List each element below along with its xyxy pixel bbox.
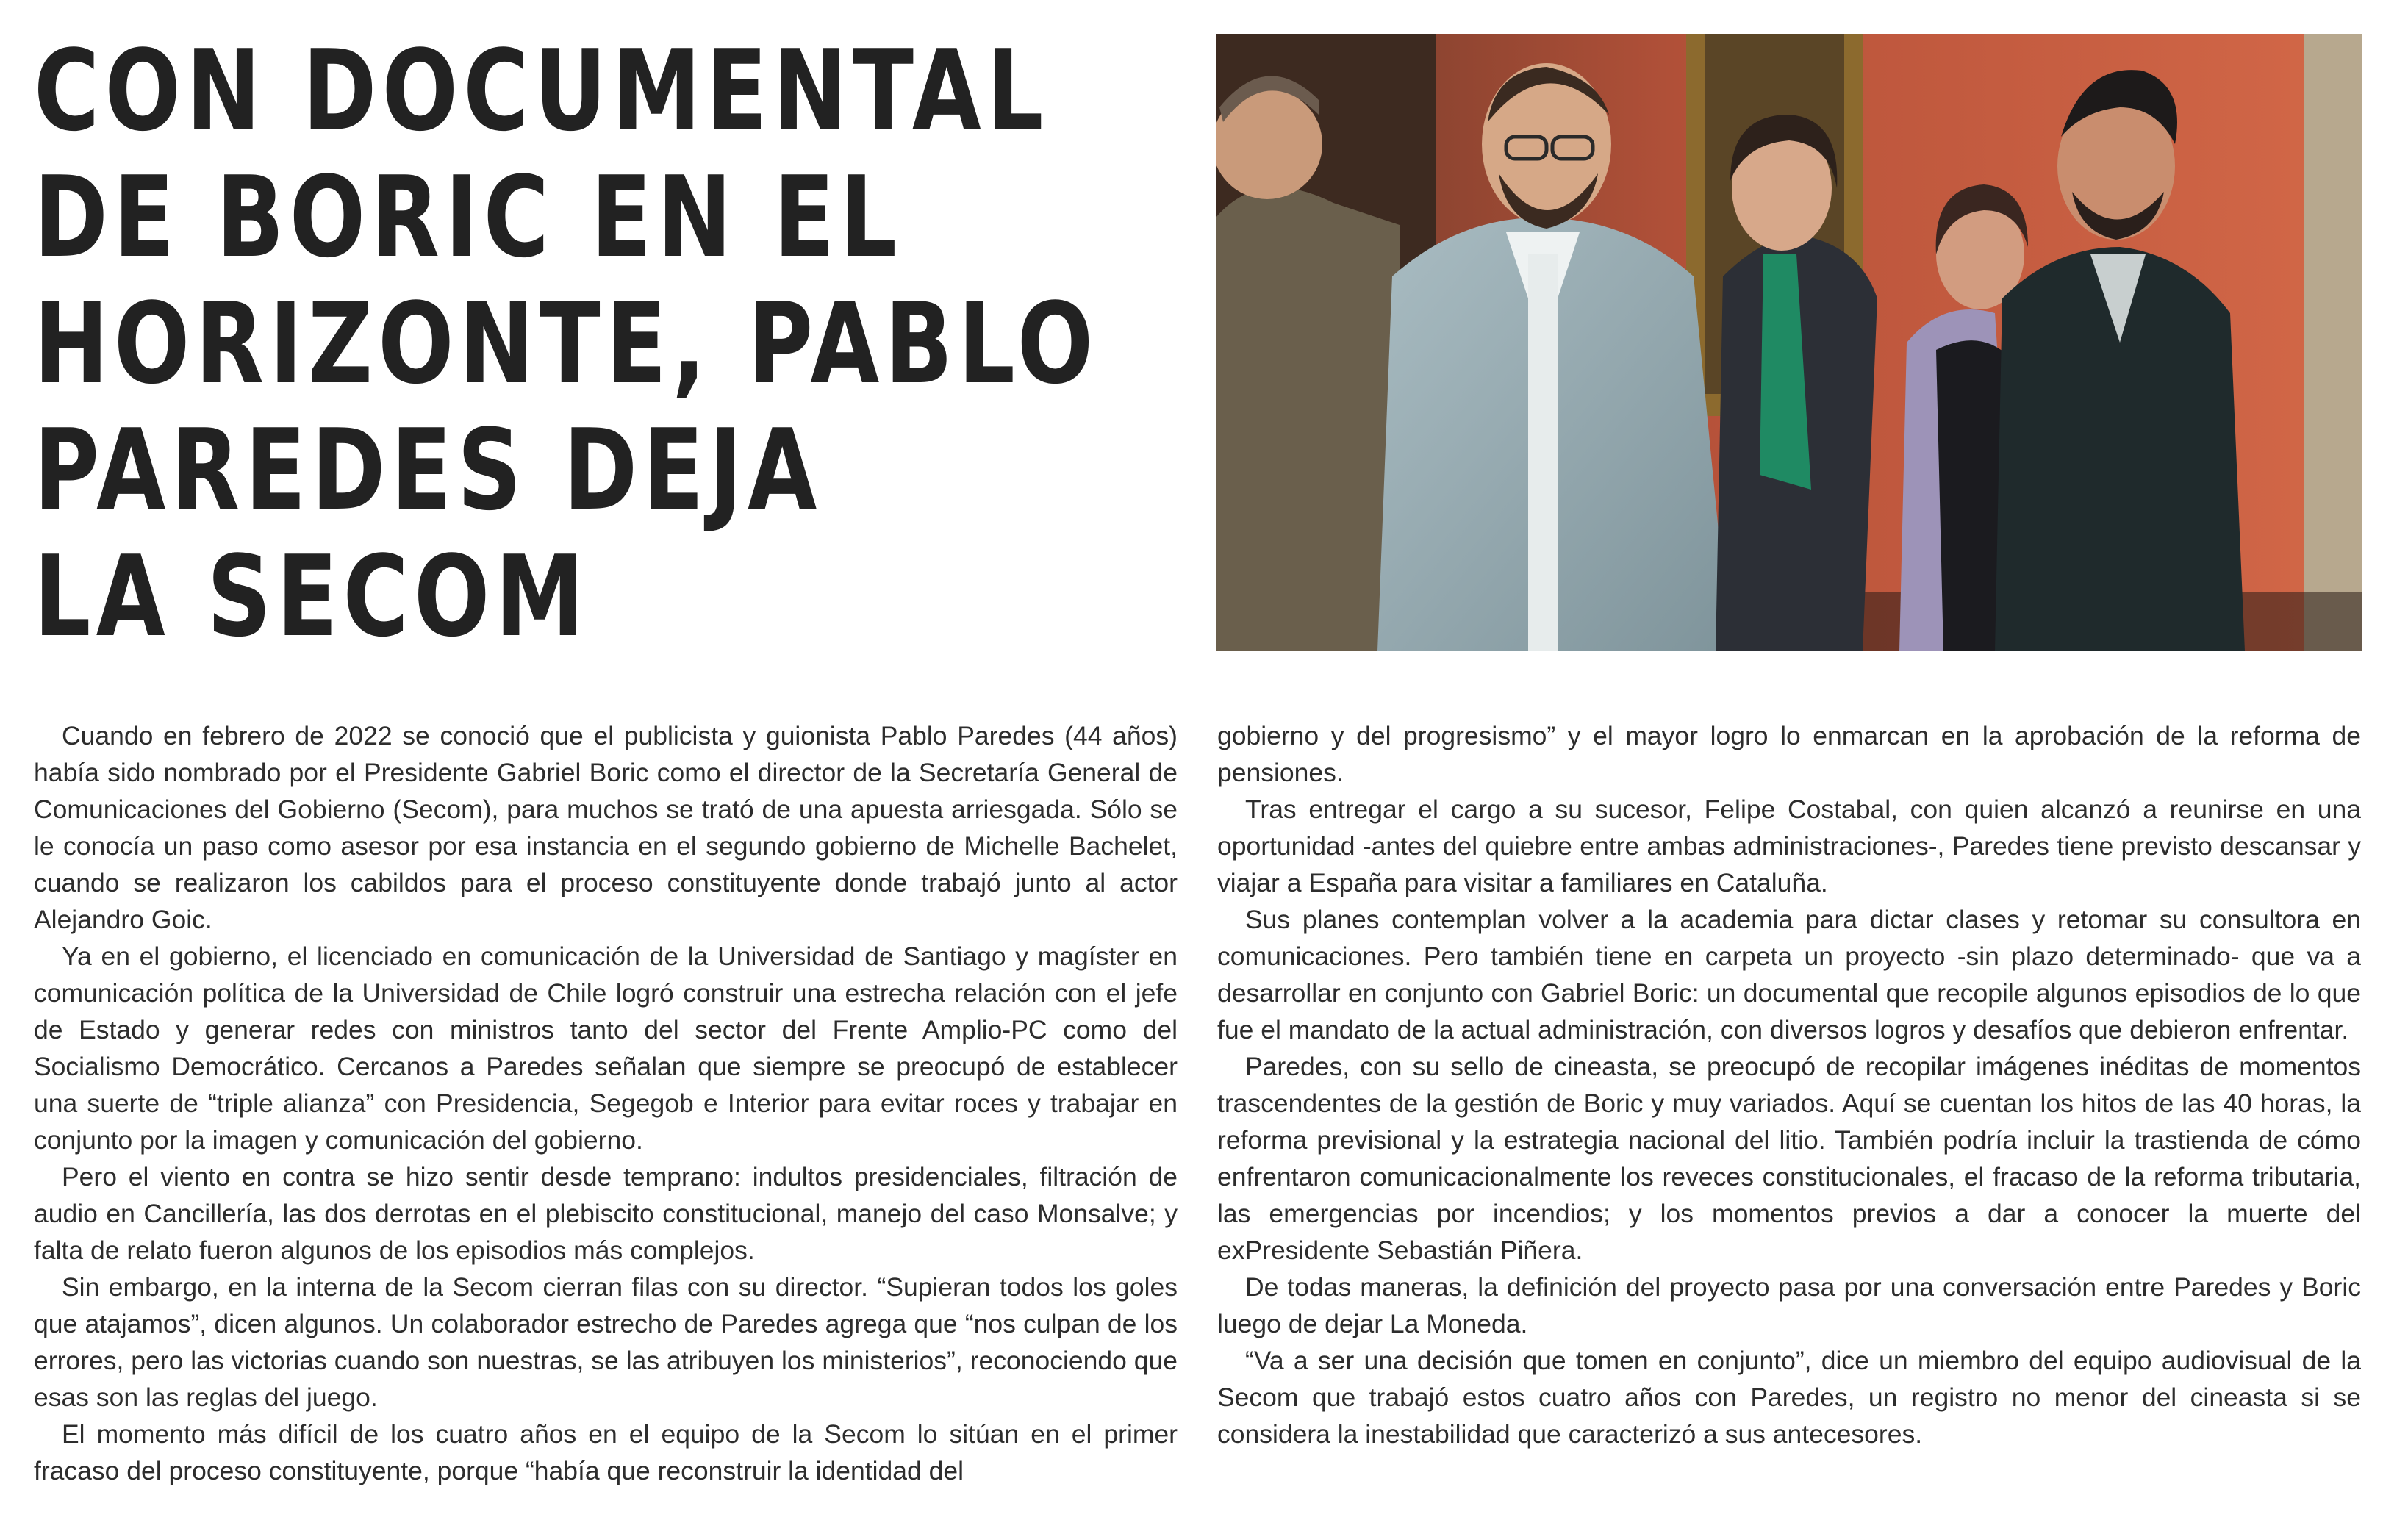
article-paragraph: Tras entregar el cargo a su sucesor, Felipe Costabal, con quien alcanzó a reunirse en una oportunidad -antes del quiebre entre ambas administraciones-, Paredes tiene previsto descansar y viajar a España para visitar a familiares en Cataluña. xyxy=(1217,795,2361,897)
article-paragraph: Paredes, con su sello de cineasta, se preocupó de recopilar imágenes inéditas de momentos trascendentes de la gestión de Boric y muy variados. Aquí se cuentan los hitos de las 40 horas, la reforma previsional y la estrategia nacional del litio. También podría incluir la trastienda de cómo enfrentaron comunicacionalmente los reveces constitucionales, el fracaso de la reforma tributaria, las emergencias por incendios; y los momentos previos a dar a conocer la muerte del exPresidente Sebastián Piñera. xyxy=(1217,1052,2361,1265)
headline-line-3: HORIZONTE, PABLO xyxy=(34,279,1099,409)
article-paragraph: El momento más difícil de los cuatro años en el equipo de la Secom lo sitúan en el primer fracaso del proceso constituyente, porque “había que reconstruir la identidad del xyxy=(34,1419,1178,1485)
headline-line-2: DE BORIC EN EL xyxy=(34,152,903,282)
article-paragraph: Sin embargo, en la interna de la Secom cierran filas con su director. “Supieran todos los goles que atajamos”, dicen algunos. Un colaborador estrecho de Paredes agrega que “nos culpan de los errores, pero las victorias cuando son nuestras, se las atribuyen los ministerios”, reconociendo que esas son las reglas del juego. xyxy=(34,1272,1178,1412)
article-paragraph: Pero el viento en contra se hizo sentir desde temprano: indultos presidenciales, filtración de audio en Cancillería, las dos derrotas en el plebiscito constitucional, manejo del caso Monsalve; y falta de relato fueron algunos de los episodios más complejos. xyxy=(34,1162,1178,1265)
headline xyxy=(34,26,1099,662)
news-photo xyxy=(1216,34,2362,651)
headline-line-1: CON DOCUMENTAL xyxy=(34,26,1049,156)
news-photo-illustration xyxy=(1216,34,2362,651)
article-paragraph: De todas maneras, la definición del proyecto pasa por una conversación entre Paredes y Boric luego de dejar La Moneda. xyxy=(1217,1272,2361,1338)
article-paragraph: Ya en el gobierno, el licenciado en comunicación de la Universidad de Santiago y magíster en comunicación política de la Universidad de Chile logró construir una estrecha relación con el jefe de Estado y generar redes con ministros tanto del sector del Frente Amplio-PC como del Socialismo Democrático. Cercanos a Paredes señalan que siempre se preocupó de establecer una suerte de “triple alianza” con Presidencia, Segegob e Interior para evitar roces y trabajar en conjunto por la imagen y comunicación del gobierno. xyxy=(34,942,1178,1155)
article-column-right xyxy=(1217,717,2361,1452)
article-paragraph: “Va a ser una decisión que tomen en conjunto”, dice un miembro del equipo audiovisual de la Secom que trabajó estos cuatro años con Paredes, un registro no menor del cineasta si se considera la inestabilidad que caracterizó a sus antecesores. xyxy=(1217,1346,2361,1449)
headline-line-5: LA SECOM xyxy=(34,531,590,662)
headline-line-4: PAREDES DEJA xyxy=(34,405,823,535)
article-column-left xyxy=(34,717,1178,1489)
article-paragraph: Cuando en febrero de 2022 se conoció que el publicista y guionista Pablo Paredes (44 años) había sido nombrado por el Presidente Gabriel Boric como el director de la Secretaría General de Comunicaciones del Gobierno (Secom), para muchos se trató de una apuesta arriesgada. Sólo se le conocía un paso como asesor por esa instancia en el segundo gobierno de Michelle Bachelet, cuando se realizaron los cabildos para el proceso constituyente donde trabajó junto al actor Alejandro Goic. xyxy=(34,721,1178,934)
article-paragraph: Sus planes contemplan volver a la academia para dictar clases y retomar su consultora en comunicaciones. Pero también tiene en carpeta un proyecto -sin plazo determinado- que va a desarrollar en conjunto con Gabriel Boric: un documental que recopile algunos episodios de lo que fue el mandato de la actual administración, con diversos logros y desafíos que debieron enfrentar. xyxy=(1217,905,2361,1044)
article-paragraph: gobierno y del progresismo” y el mayor logro lo enmarcan en la aprobación de la reforma de pensiones. xyxy=(1217,721,2361,787)
